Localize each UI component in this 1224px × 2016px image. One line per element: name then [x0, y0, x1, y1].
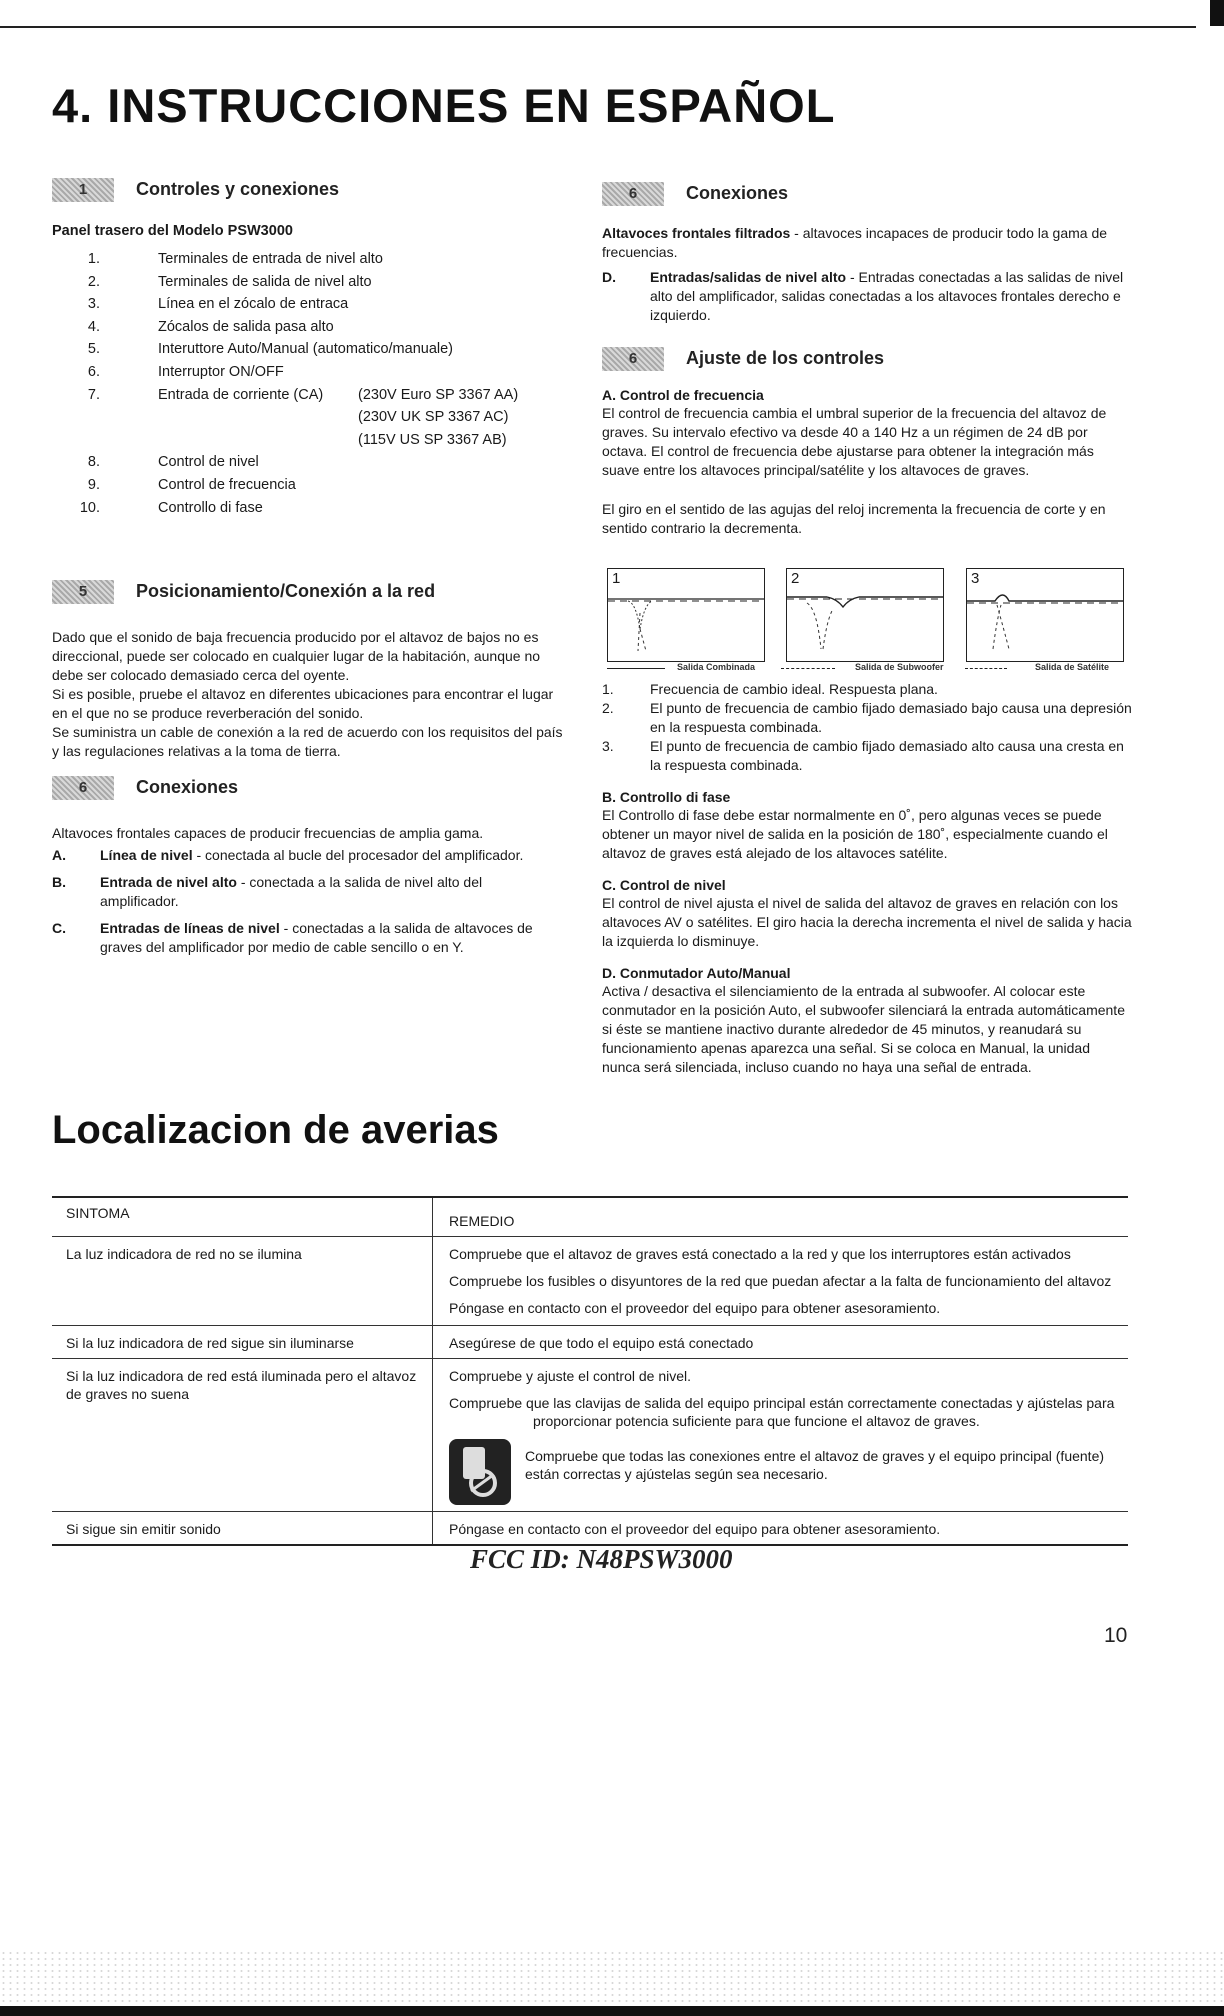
section-adjustment-heading	[602, 347, 884, 371]
item-number: 8.	[87, 454, 100, 471]
list-item	[52, 271, 572, 294]
legend-dashed-line	[781, 668, 835, 669]
remedy-cell	[433, 1237, 1129, 1326]
item-text: Línea en el zócalo de entraca	[158, 296, 349, 313]
note-number: 3.	[602, 738, 614, 754]
section-title: Controles y conexiones	[136, 178, 340, 199]
section-title: Posicionamiento/Conexión a la red	[136, 580, 436, 601]
corner-mark	[1210, 0, 1224, 26]
table-row	[52, 1512, 1128, 1546]
item-bold: Línea de nivel	[100, 847, 193, 863]
note-text: El punto de frecuencia de cambio fijado demasiado bajo causa una depresión en la respuesta combinada.	[650, 700, 1132, 735]
graph-notes	[602, 680, 1132, 775]
symptom-cell: La luz indicadora de red no se ilumina	[52, 1237, 433, 1326]
filtered-speakers-bold: Altavoces frontales filtrados	[602, 225, 791, 241]
list-item	[52, 361, 572, 384]
top-rule	[0, 26, 1196, 28]
remedy-line: Compruebe y ajuste el control de nivel.	[449, 1368, 692, 1384]
item-text: Interruptor ON/OFF	[158, 363, 284, 380]
section-badge: 1	[52, 178, 114, 202]
legend-subwoofer: Salida de Subwoofer	[855, 662, 944, 672]
item-text: Zócalos de salida pasa alto	[158, 318, 334, 335]
fcc-id-stamp: FCC ID: N48PSW3000	[470, 1544, 733, 1574]
item-number: 7.	[87, 386, 100, 403]
item-voltage: (230V Euro SP 3367 AA)	[358, 386, 519, 403]
item-bold: Entradas de líneas de nivel	[100, 920, 280, 936]
level-control-text: El control de nivel ajusta el nivel de salida del altavoz de graves en relación con los altavoces AV o satélites. El giro hacia la derecha incrementa el nivel de salida y hacia la izquierda lo disminuye.	[602, 895, 1132, 949]
connections-list	[52, 846, 562, 965]
item-number: 4.	[87, 318, 100, 335]
remedy-line: Compruebe que el altavoz de graves está conectado a la red y que los interruptores están activados	[449, 1246, 1071, 1262]
positioning-text	[52, 628, 572, 761]
crossover-graph-2	[786, 568, 944, 662]
frequency-control-text: El control de frecuencia cambia el umbral superior de la frecuencia del altavoz de graves. Su intervalo efectivo va desde 40 a 140 Hz a un régimen de 24 dB por octava. El control de frecuencia debe ajustarse para obtener la integración más suave entre los altavoces principal/satélite y los altavoces de graves.	[602, 405, 1107, 478]
item-text: - conectada a la salida de nivel alto del amplificador.	[100, 874, 483, 909]
note-text: El punto de frecuencia de cambio fijado demasiado alto causa una cresta en la respuesta combinada.	[650, 738, 1124, 773]
list-item	[52, 429, 572, 452]
positioning-para-3: Se suministra un cable de conexión a la red de acuerdo con los requisitos del país y las regulaciones relativas a la toma de tierra.	[52, 724, 563, 759]
section-badge: 6	[602, 182, 664, 206]
list-item	[52, 248, 572, 271]
list-item	[52, 384, 572, 407]
section-connections-heading	[52, 776, 238, 800]
frequency-control-heading: A. Control de frecuencia	[602, 387, 764, 403]
item-number: 1.	[87, 251, 100, 267]
page-title: 4. INSTRUCCIONES EN ESPAÑOL	[52, 79, 836, 132]
remedy-cell	[433, 1512, 1129, 1546]
item-text: Control de frecuencia	[158, 476, 296, 493]
troubleshooting-table	[52, 1196, 1128, 1546]
list-item	[52, 846, 562, 865]
section-title: Ajuste de los controles	[686, 347, 885, 368]
item-number: 3.	[87, 296, 100, 313]
page-number: 10	[1104, 1624, 1128, 1647]
item-text: Interuttore Auto/Manual (automatico/manuale)	[158, 341, 453, 358]
note-text: Frecuencia de cambio ideal. Respuesta plana.	[650, 681, 938, 697]
phase-control-text: El Controllo di fase debe estar normalmente en 0˚, pero algunas veces se puede obtener un mayor nivel de salida en la posición de 180˚, especialmente cuando el altavoz de graves está alejado de los altavoces satélite.	[602, 807, 1108, 861]
item-text: Terminales de salida de nivel alto	[158, 273, 372, 290]
remedy-cell	[433, 1359, 1129, 1512]
filtered-speakers-text	[602, 224, 1132, 262]
item-number: 10.	[79, 499, 100, 516]
remedy-line: Compruebe los fusibles o disyuntores de la red que puedan afectar a la falta de funcionamiento del altavoz	[449, 1273, 1112, 1289]
troubleshooting-heading: Localizacion de averias	[52, 1108, 499, 1152]
graph-1-curves	[608, 569, 764, 661]
table-row	[52, 1237, 1128, 1326]
graph-2-curves	[787, 569, 943, 661]
section-title: Conexiones	[686, 182, 789, 203]
item-voltage: (115V US SP 3367 AB)	[358, 431, 507, 448]
remedy-cell	[433, 1326, 1129, 1359]
section-badge: 5	[52, 580, 114, 604]
legend-satellite: Salida de Satélite	[1035, 662, 1110, 672]
item-text: Entrada de corriente (CA)	[158, 386, 324, 403]
connections-intro: Altavoces frontales capaces de producir frecuencias de amplia gama.	[52, 825, 484, 841]
section-connections2-heading	[602, 182, 788, 206]
remedy-line: Póngase en contacto con el proveedor del equipo para obtener asesoramiento.	[449, 1300, 941, 1316]
item-bold: Entradas/salidas de nivel alto	[650, 269, 847, 285]
item-number: 9.	[87, 476, 100, 493]
header-remedy: REMEDIO	[433, 1197, 1129, 1237]
graph-number: 3	[971, 570, 980, 587]
rear-panel-subheading: Panel trasero del Modelo PSW3000	[52, 223, 293, 239]
section-badge: 6	[602, 347, 664, 371]
phase-control-heading: B. Controllo di fase	[602, 789, 731, 805]
item-number: 5.	[87, 341, 100, 358]
list-item	[52, 406, 572, 429]
note-item	[602, 737, 1132, 775]
list-item	[52, 316, 572, 339]
table-header-row	[52, 1197, 1128, 1237]
note-number: 2.	[602, 700, 614, 716]
remedy-warning-block	[449, 1439, 1118, 1505]
symptom-cell: Si sigue sin emitir sonido	[52, 1512, 433, 1546]
note-item	[602, 699, 1132, 737]
item-text: Terminales de entrada de nivel alto	[158, 251, 383, 267]
positioning-para-1: Dado que el sonido de baja frecuencia producido por el altavoz de bajos no es direccional, puede ser colocado en cualquier lugar de la habitación, aunque no debe ser colocado demasiado cerca del oyente.	[52, 629, 541, 683]
table-row	[52, 1326, 1128, 1359]
legend-solid-line	[607, 668, 665, 669]
item-text: - conectadas a la salida de altavoces de graves del amplificador por medio de cable sencillo o en Y.	[100, 920, 533, 955]
list-item	[52, 873, 562, 911]
legend-long-dash-line	[965, 668, 1007, 669]
section-positioning-heading	[52, 580, 435, 604]
symptom-cell: Si la luz indicadora de red sigue sin iluminarse	[52, 1326, 433, 1359]
section-controls-heading	[52, 178, 339, 202]
graph-number: 2	[791, 570, 800, 587]
connections2-list	[602, 268, 1132, 333]
auto-manual-heading: D. Conmutador Auto/Manual	[602, 965, 791, 981]
item-number: 6.	[87, 363, 100, 380]
frequency-rotation-text: El giro en el sentido de las agujas del reloj incrementa la frecuencia de corte y en sentido contrario la decrementa.	[602, 501, 1106, 536]
list-item	[52, 293, 572, 316]
auto-manual-text: Activa / desactiva el silenciamiento de la entrada al subwoofer. Al colocar este conmutador en la posición Auto, el subwoofer silenciará la entrada automáticamente si éste se mantiene inactivo durante alrededor de 45 minutos, y reanudará su funcionamiento apenas aparezca una señal. Si se coloca en Manual, la unidad nunca será silenciada, incluso cuando no haya una señal de entrada.	[602, 983, 1125, 1075]
positioning-para-2: Si es posible, pruebe el altavoz en diferentes ubicaciones para encontrar el lugar en el que no se produce reverberación del sonido.	[52, 686, 554, 721]
symptom-cell: Si la luz indicadora de red está iluminada pero el altavoz de graves no suena	[52, 1359, 433, 1512]
rear-panel-list	[52, 248, 572, 519]
level-control-heading: C. Control de nivel	[602, 877, 726, 893]
list-item	[52, 919, 562, 957]
warning-icon-graphic	[449, 1439, 511, 1505]
item-letter: A.	[52, 847, 66, 863]
item-letter: C.	[52, 920, 66, 936]
item-text: - Entradas conectadas a las salidas de nivel alto del amplificador, salidas conectadas a los altavoces frontales derecho e izquierdo.	[650, 269, 1124, 323]
remedy-line: Póngase en contacto con el proveedor del equipo para obtener asesoramiento.	[449, 1521, 941, 1537]
graph-legend	[607, 662, 1127, 676]
header-symptom: SINTOMA	[52, 1197, 433, 1237]
warning-icon	[449, 1439, 511, 1505]
remedy-line: Compruebe que las clavijas de salida del equipo principal están correctamente conectadas y ajústelas para proporcionar potencia suficiente para que funcione el altavoz de graves.	[449, 1395, 1115, 1429]
note-item	[602, 680, 1132, 699]
item-text: Control de nivel	[158, 454, 259, 471]
graph-number: 1	[612, 570, 621, 587]
item-voltage: (230V UK SP 3367 AC)	[358, 409, 509, 426]
remedy-line: Asegúrese de que todo el equipo está conectado	[449, 1335, 754, 1351]
item-letter: B.	[52, 874, 66, 890]
list-item	[52, 338, 572, 361]
list-item	[602, 268, 1132, 325]
item-number: 2.	[87, 273, 100, 290]
note-number: 1.	[602, 681, 614, 697]
item-text: - conectada al bucle del procesador del amplificador.	[192, 847, 524, 863]
crossover-graph-3	[966, 568, 1124, 662]
section-badge: 6	[52, 776, 114, 800]
list-item	[52, 451, 572, 474]
filtered-speakers-desc: - altavoces incapaces de producir todo la gama de frecuencias.	[602, 225, 1108, 260]
list-item	[52, 497, 572, 520]
item-bold: Entrada de nivel alto	[100, 874, 237, 890]
bottom-edge	[0, 2006, 1224, 2016]
item-letter: D.	[602, 269, 616, 285]
remedy-line: Compruebe que todas las conexiones entre el altavoz de graves y el equipo principal (fuente) están correctas y ajústelas según sea necesario.	[525, 1448, 1105, 1482]
legend-combined: Salida Combinada	[677, 662, 756, 672]
list-item	[52, 474, 572, 497]
item-text: Controllo di fase	[158, 499, 263, 516]
graph-3-curves	[967, 569, 1123, 661]
table-row	[52, 1359, 1128, 1512]
section-title: Conexiones	[136, 776, 239, 797]
crossover-graph-1	[607, 568, 765, 662]
